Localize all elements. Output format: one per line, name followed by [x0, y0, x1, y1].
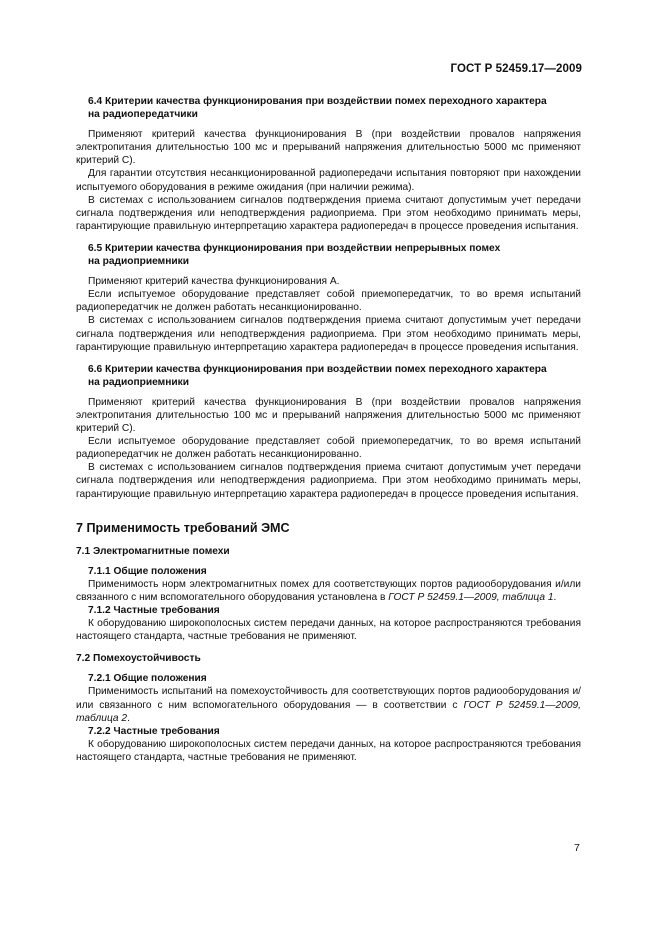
section-6-4-title-line2: на радиопередатчики [88, 109, 198, 121]
section-6-5-paragraph-2: Если испытуемое оборудование представляет собой приемопередатчик, то во время испытаний радиопередатчик не должен работать несанкционированно. [76, 289, 581, 314]
section-7-2-2-text: К оборудованию широкополосных систем передачи данных, на которое распространяются требования настоящего стандарта, частные требования не применяют. [76, 738, 581, 763]
section-7-1-1-title: 7.1.1 Общие положения [88, 565, 207, 577]
section-6-6-title-line1: 6.6 Критерии качества функционирования при воздействии помех переходного характера [88, 363, 547, 375]
section-6-4-title-line1: 6.4 Критерии качества функционирования при воздействии помех переходного характера [88, 96, 547, 107]
section-7-2-title: 7.2 Помехоустойчивость [76, 653, 201, 665]
page-content [76, 95, 581, 764]
section-7-2-1-reference: ГОСТ Р 52459.1—2009, таблица 2 [76, 699, 581, 724]
document-id-header: ГОСТ Р 52459.17—2009 [450, 63, 582, 75]
section-7-1-1-body: Применимость норм электромагнитных помех для соответствующих портов радиооборудования и/или связанного с ним вспомогательного оборудования установлена в [76, 578, 581, 603]
section-6-6-paragraph-3: В системах с использованием сигналов подтверждения приема считают допустимым учет передачи сигнала подтверждения или неподтверждения радиоприема. При этом необходимо принимать меры, гарантирующие правильную интерпретацию характера радиопередач в процессе проведения испытания. [76, 462, 581, 500]
section-7-1-title: 7.1 Электромагнитные помехи [76, 545, 230, 557]
section-7-1-2-text: К оборудованию широкополосных систем передачи данных, на которое распространяются требования настоящего стандарта, частные требования не применяют. [76, 618, 581, 643]
section-7-2-1-end: . [127, 712, 130, 724]
section-7-1-2-title: 7.1.2 Частные требования [88, 605, 220, 616]
section-6-4-paragraph-2: Для гарантии отсутствия несанкционированной радиопередачи испытания повторяют при нахождении испытуемого оборудования в режиме ожидания (при наличии режима). [76, 168, 581, 193]
section-7-title: 7 Применимость требований ЭМС [76, 520, 290, 535]
section-7-2-1-text [76, 685, 581, 724]
section-6-6-paragraph-2: Если испытуемое оборудование представляет собой приемопередатчик, то во время испытаний радиопередатчик не должен работать несанкционированно. [76, 436, 581, 461]
section-7-1-1-reference: ГОСТ Р 52459.1—2009, таблица 1 [388, 591, 554, 603]
section-6-4-paragraph-1: Применяют критерий качества функционирования В (при воздействии провалов напряжения электропитания длительностью 100 мс и прерываний напряжения длительностью 5000 мс применяют критерий С). [76, 129, 581, 167]
section-7-1-1-text [76, 578, 581, 604]
section-7-2-2-title: 7.2.2 Частные требования [88, 725, 220, 737]
section-6-5-paragraph-3: В системах с использованием сигналов подтверждения приема считают допустимым учет передачи сигнала подтверждения или неподтверждения радиоприема. При этом необходимо принимать меры, гарантирующие правильную интерпретацию характера радиопередач в процессе проведения испытания. [76, 315, 581, 353]
page-number: 7 [574, 842, 580, 854]
section-6-4-title [76, 95, 581, 121]
section-6-5-title [76, 242, 581, 268]
section-6-6-title [76, 363, 581, 389]
section-7-2-1-title: 7.2.1 Общие положения [88, 673, 207, 685]
section-6-4-paragraph-3: В системах с использованием сигналов подтверждения приема считают допустимым учет передачи сигнала подтверждения или неподтверждения радиоприема. При этом необходимо принимать меры, гарантирующие правильную интерпретацию характера радиопередач в процессе проведения испытания. [76, 194, 581, 232]
section-7-1-1-end: . [553, 591, 557, 603]
section-6-6-title-line2: на радиоприемники [88, 376, 189, 388]
section-6-5-title-line2: на радиоприемники [88, 256, 189, 268]
section-6-5-paragraph-1: Применяют критерий качества функционирования А. [88, 276, 340, 288]
section-7-2-1-body: Применимость испытаний на помехоустойчивость для соответствующих портов радиооборудования и/или связанного с ним вспомогательного оборудования — в соответствии с [76, 686, 581, 711]
section-6-5-title-line1: 6.5 Критерии качества функционирования при воздействии непрерывных помех [88, 242, 501, 254]
section-6-6-paragraph-1: Применяют критерий качества функционирования В (при воздействии провалов напряжения электропитания длительностью 100 мс и прерываний напряжения длительностью 5000 мс применяют критерий С). [76, 396, 581, 435]
